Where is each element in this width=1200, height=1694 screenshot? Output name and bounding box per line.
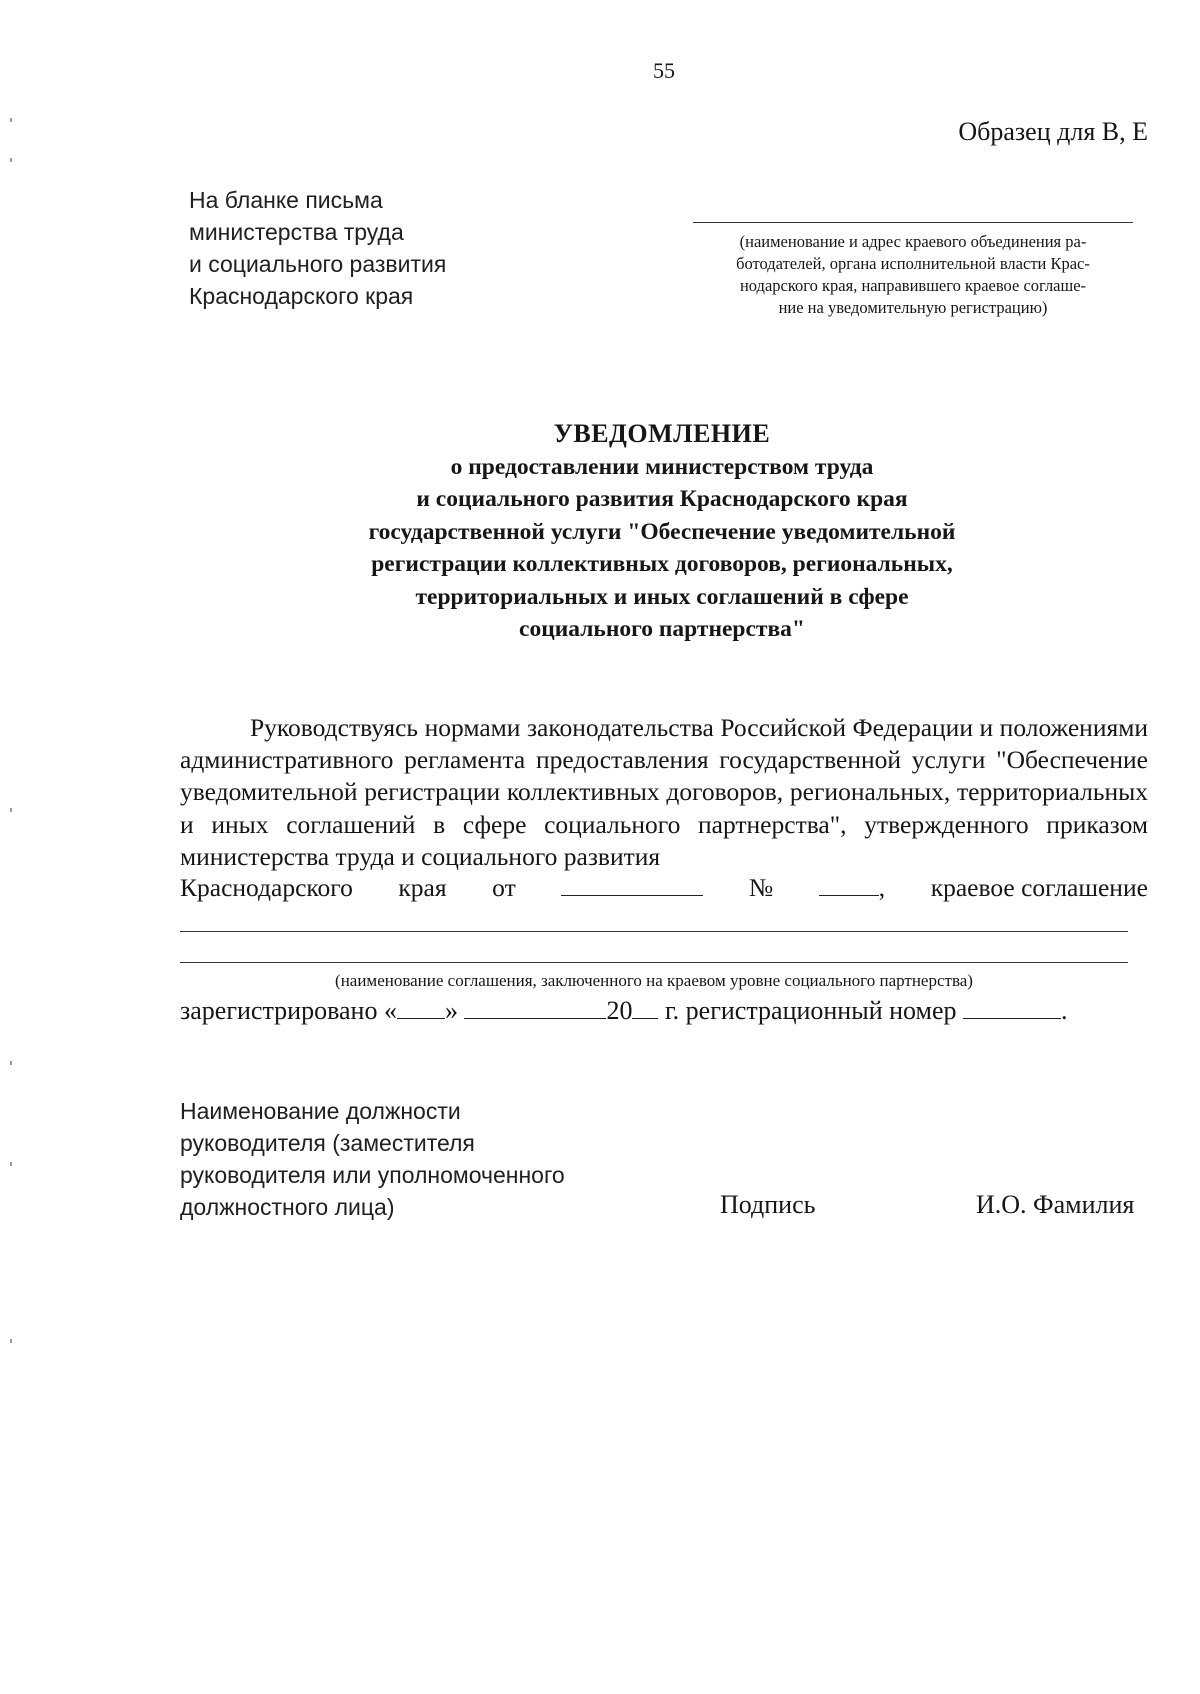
letterhead-line: На бланке письма xyxy=(189,187,383,213)
letterhead-line: Краснодарского края xyxy=(189,283,414,309)
recipient-blank-line xyxy=(693,222,1133,223)
registration-prefix: зарегистрировано « xyxy=(180,996,397,1025)
recipient-caption-line: ботодателей, органа исполнительной власти Крас- xyxy=(736,254,1090,273)
body-paragraph xyxy=(180,712,1148,873)
recipient-caption-line: ние на уведомительную регистрацию) xyxy=(778,298,1048,317)
agreement-name-line-2[interactable] xyxy=(180,962,1128,963)
registration-suffix: г. регистрационный номер xyxy=(664,996,957,1025)
scan-speck xyxy=(10,158,12,162)
signatory-line: руководителя или уполномоченного xyxy=(180,1162,565,1188)
registration-end: . xyxy=(1061,996,1068,1025)
year-prefix: 20 xyxy=(606,996,633,1025)
order-number-field[interactable] xyxy=(819,873,879,896)
registration-number-field[interactable] xyxy=(963,996,1061,1019)
signature-label: Подпись xyxy=(720,1190,816,1219)
recipient-caption-line: (наименование и адрес краевого объединения ра- xyxy=(739,232,1087,251)
signatory-line: руководителя (заместителя xyxy=(180,1130,475,1156)
recipient-caption xyxy=(690,231,1136,319)
registration-day-field[interactable] xyxy=(397,996,445,1019)
from-word: от xyxy=(492,873,516,902)
letterhead-line: министерства труда xyxy=(189,219,404,245)
signatory-line: должностного лица) xyxy=(180,1194,395,1220)
order-date-field[interactable] xyxy=(561,873,703,896)
signatory-block xyxy=(180,1095,565,1223)
title-line: территориальных и иных соглашений в сфере xyxy=(415,583,909,610)
registration-year-field[interactable] xyxy=(632,996,658,1019)
comma: , xyxy=(878,873,886,902)
number-sign: № xyxy=(748,873,774,902)
title-line: регистрации коллективных договоров, региональных, xyxy=(371,551,953,577)
signatory-line: Наименование должности xyxy=(180,1098,461,1124)
letterhead-block xyxy=(189,184,446,312)
title-line: государственной услуги "Обеспечение уведомительной xyxy=(368,518,956,545)
name-label: И.О. Фамилия xyxy=(976,1190,1135,1219)
title-line: и социального развития Краснодарского края xyxy=(416,486,908,512)
region-word: Краснодарского xyxy=(180,873,353,902)
registration-month-field[interactable] xyxy=(464,996,606,1019)
order-details-row xyxy=(180,873,1148,903)
scan-speck xyxy=(10,118,12,122)
agreement-caption: (наименование соглашения, заключенного на краевом уровне социального партнерства) xyxy=(335,971,973,990)
page-number: 55 xyxy=(653,58,675,83)
scan-speck xyxy=(10,1162,12,1166)
title-line: социального партнерства" xyxy=(519,616,805,642)
registration-line xyxy=(180,996,1068,1026)
title-main: УВЕДОМЛЕНИЕ xyxy=(553,419,771,448)
scan-speck xyxy=(10,1339,12,1343)
recipient-caption-line: нодарского края, направившего краевое соглаше- xyxy=(739,276,1087,295)
scan-speck xyxy=(10,808,12,812)
agreement-name-line-1[interactable] xyxy=(180,931,1128,932)
document-title xyxy=(180,418,1144,646)
sample-note: Образец для В, Е xyxy=(958,117,1148,146)
letterhead-line: и социального развития xyxy=(189,251,447,277)
scan-speck xyxy=(10,1061,12,1065)
agreement-word: краевое соглашение xyxy=(930,873,1148,902)
kraya-word: края xyxy=(398,873,447,902)
title-line: о предоставлении министерством труда xyxy=(450,453,874,480)
body-paragraph-text: Руководствуясь нормами законодательства Российской Федерации и положениями административного регламента предоставления государственной услуги "Обеспечение уведомительной регистрации коллективных договоров, региональных, территориальных и иных соглашений в сфере социального партнерства", утвержденного приказом министерства труда и социального развития xyxy=(180,713,1148,871)
close-quote: » xyxy=(444,996,458,1025)
